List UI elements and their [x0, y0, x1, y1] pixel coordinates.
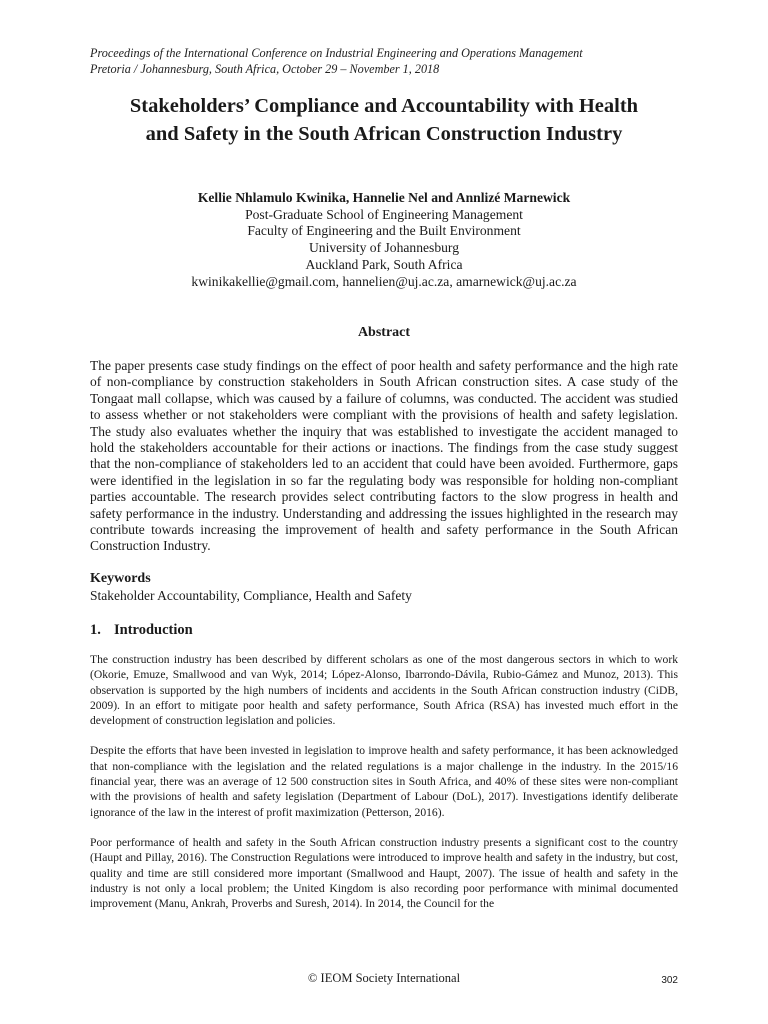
- affiliation-line: Auckland Park, South Africa: [305, 256, 463, 272]
- proceedings-header: [90, 45, 690, 77]
- paper-title-line-2: and Safety in the South African Construction Industry: [145, 123, 623, 145]
- abstract-heading: Abstract: [357, 325, 411, 340]
- body-paragraph: Despite the efforts that have been invested in legislation to improve health and safety performance, it has been acknowledged that non-compliance with the legislation and the related regulations is a major challenge in the industry. In the 2015/16 financial year, there was an average of 12 500 construction sites in South Africa, and 40% of these sites were non-compliant with the provisions of health and safety legislation (Department of Labour (DoL), 2017). Investigations identify deliberate ignorance of the law in the interest of profit maximization (Petterson, 2016).: [90, 744, 678, 819]
- affiliation-line: University of Johannesburg: [308, 240, 460, 256]
- copyright-notice: © IEOM Society International: [307, 971, 461, 985]
- section-title: Introduction: [114, 622, 193, 638]
- affiliation-line: Post-Graduate School of Engineering Management: [245, 206, 523, 222]
- keywords-text: Stakeholder Accountability, Compliance, Health and Safety: [90, 588, 412, 603]
- author-block: [70, 190, 698, 290]
- section-number: 1.: [90, 622, 101, 638]
- proceedings-line-2: Pretoria / Johannesburg, South Africa, October 29 – November 1, 2018: [90, 62, 440, 76]
- author-names: Kellie Nhlamulo Kwinika, Hannelie Nel and Annlizé Marnewick: [197, 190, 571, 205]
- proceedings-line-1: Proceedings of the International Conference on Industrial Engineering and Operations Management: [90, 46, 583, 60]
- page-number: 302: [661, 975, 678, 986]
- body-paragraph: The construction industry has been described by different scholars as one of the most dangerous sectors in which to work (Okorie, Emuze, Smallwood and van Wyk, 2014; López-Alonso, Ibarrondo-Dávila, Rubio-Gámez and Munoz, 2013). This observation is supported by the high numbers of incidents and accidents in the South African construction industry (CiDB, 2009). In an effort to mitigate poor health and safety performance, South Africa (RSA) has invested much effort in the development of construction legislation and policies.: [90, 653, 678, 728]
- abstract-text: The paper presents case study findings on the effect of poor health and safety performance and the high rate of non-compliance by construction stakeholders in South African construction sites. A case study of the Tongaat mall collapse, which was caused by a failure of columns, was conducted. The accident was studied to assess whether or not stakeholders were compliant with the provisions of health and safety legislation. The study also evaluates whether the inquiry that was established to investigate the accident managed to hold the stakeholders accountable for their actions or inactions. The findings from the case study suggest that the non-compliance of stakeholders led to an accident that could have been avoided. Furthermore, gaps were identified in the legislation in so far the regulating body was responsible for holding non-compliant parties accountable. The research provides select contributing factors to the slow progress in health and safety performance in the industry. Understanding and addressing the issues highlighted in the research may contribute towards increasing the improvement of health and safety performance in the South African Construction Industry.: [90, 358, 678, 554]
- paper-title: [70, 92, 698, 148]
- paper-title-line-1: Stakeholders’ Compliance and Accountability with Health: [129, 95, 639, 117]
- section-body: [90, 652, 678, 926]
- author-emails: kwinikakellie@gmail.com, hannelien@uj.ac.za, amarnewick@uj.ac.za: [191, 273, 577, 289]
- keywords-heading: Keywords: [90, 571, 151, 586]
- section-heading: [90, 622, 193, 639]
- page-footer: [90, 971, 678, 986]
- affiliation-line: Faculty of Engineering and the Built Environment: [247, 223, 521, 239]
- body-paragraph: Poor performance of health and safety in the South African construction industry presents a significant cost to the country (Haupt and Pillay, 2016). The Construction Regulations were introduced to improve health and safety in the industry, but cost, quality and time are still considered more important (Smallwood and Haupt, 2007). The issue of health and safety in the industry is not only a local problem; the United Kingdom is also recording poor performance with minimal documented improvement (Manu, Ankrah, Proverbs and Suresh, 2014). In 2014, the Council for the: [90, 835, 678, 911]
